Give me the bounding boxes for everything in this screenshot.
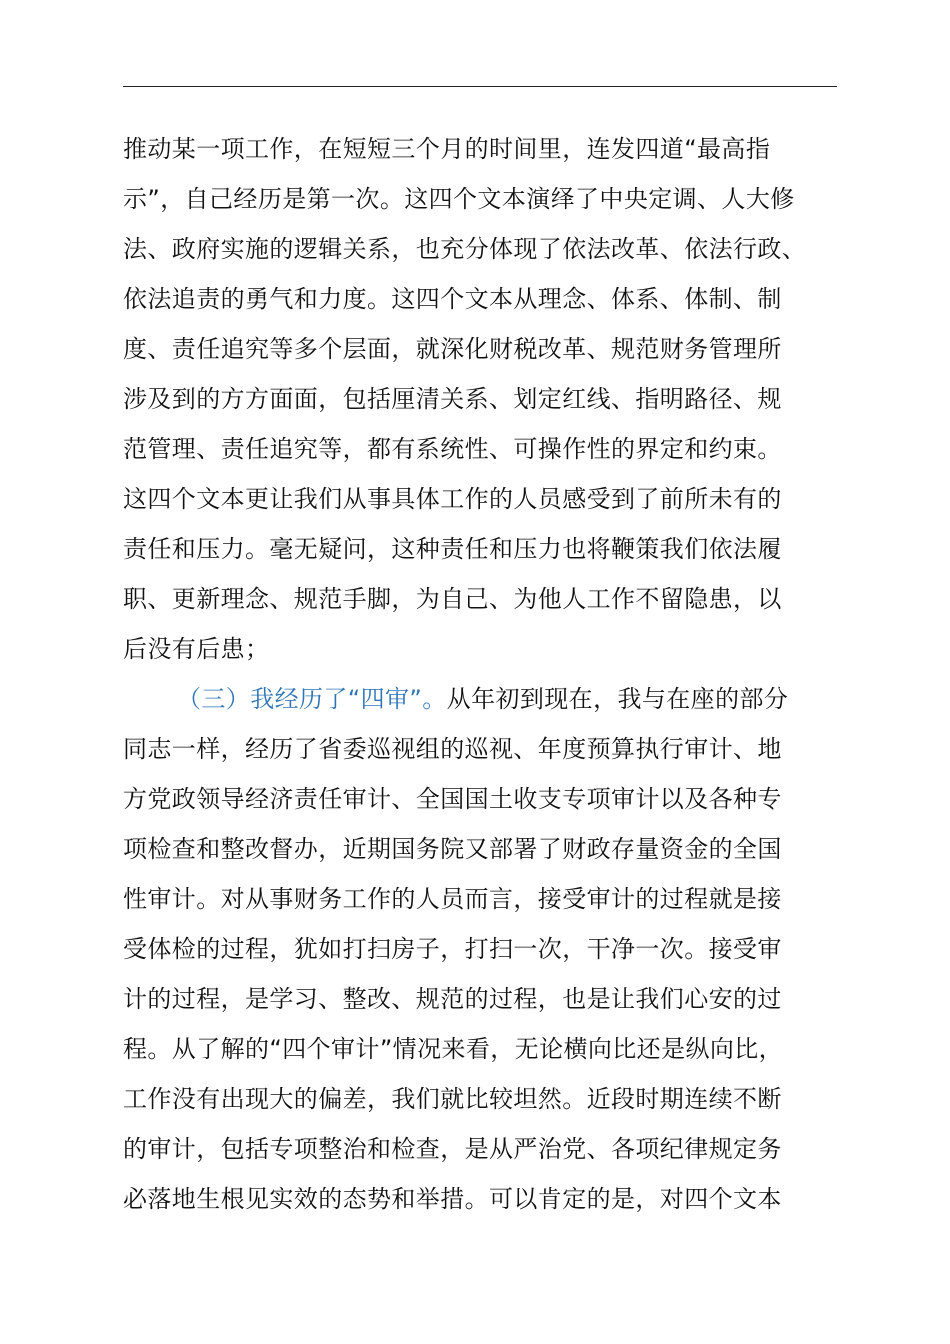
paragraph-line: 程。从了解的“四个审计”情况来看，无论横向比还是纵向比， <box>123 1035 784 1063</box>
section-heading: （三）我经历了“四审”。 <box>177 685 447 713</box>
paragraph-line: 这四个文本更让我们从事具体工作的人员感受到了前所未有的 <box>123 485 782 513</box>
document-body <box>123 124 843 1224</box>
paragraph-1 <box>123 124 843 674</box>
paragraph-line: 的审计，包括专项整治和检查，是从严治党、各项纪律规定务 <box>123 1135 782 1163</box>
paragraph-line: 责任和压力。毫无疑问，这种责任和压力也将鞭策我们依法履 <box>123 535 782 563</box>
paragraph-line: 示”，自己经历是第一次。这四个文本演绎了中央定调、人大修 <box>123 185 795 213</box>
paragraph-line: 推动某一项工作，在短短三个月的时间里，连发四道“最高指 <box>123 135 771 163</box>
paragraph-line: 工作没有出现大的偏差，我们就比较坦然。近段时期连续不断 <box>123 1085 782 1113</box>
paragraph-2 <box>123 674 843 1224</box>
paragraph-line: 项检查和整改督办，近期国务院又部署了财政存量资金的全国 <box>123 835 782 863</box>
paragraph-line: 涉及到的方方面面，包括厘清关系、划定红线、指明路径、规 <box>123 385 782 413</box>
paragraph-line: 依法追责的勇气和力度。这四个文本从理念、体系、体制、制 <box>123 285 782 313</box>
paragraph-line: 后没有后患； <box>123 635 270 663</box>
paragraph-line: 范管理、责任追究等，都有系统性、可操作性的界定和约束。 <box>123 435 782 463</box>
paragraph-line: 职、更新理念、规范手脚，为自己、为他人工作不留隐患，以 <box>123 585 782 613</box>
paragraph-line: 性审计。对从事财务工作的人员而言，接受审计的过程就是接 <box>123 885 782 913</box>
paragraph-line: 度、责任追究等多个层面，就深化财税改革、规范财务管理所 <box>123 335 782 363</box>
paragraph-line: 法、政府实施的逻辑关系，也充分体现了依法改革、依法行政、 <box>123 235 807 263</box>
paragraph-line: 同志一样，经历了省委巡视组的巡视、年度预算执行审计、地 <box>123 735 782 763</box>
paragraph-line: 方党政领导经济责任审计、全国国土收支专项审计以及各种专 <box>123 785 782 813</box>
paragraph-line: 计的过程，是学习、整改、规范的过程，也是让我们心安的过 <box>123 985 782 1013</box>
paragraph-line: 必落地生根见实效的态势和举措。可以肯定的是，对四个文本 <box>123 1185 782 1213</box>
paragraph-first-line <box>123 674 843 724</box>
paragraph-line: 受体检的过程，犹如打扫房子，打扫一次，干净一次。接受审 <box>123 935 782 963</box>
first-line-text: 从年初到现在，我与在座的部分 <box>446 685 789 713</box>
header-rule <box>123 86 837 87</box>
